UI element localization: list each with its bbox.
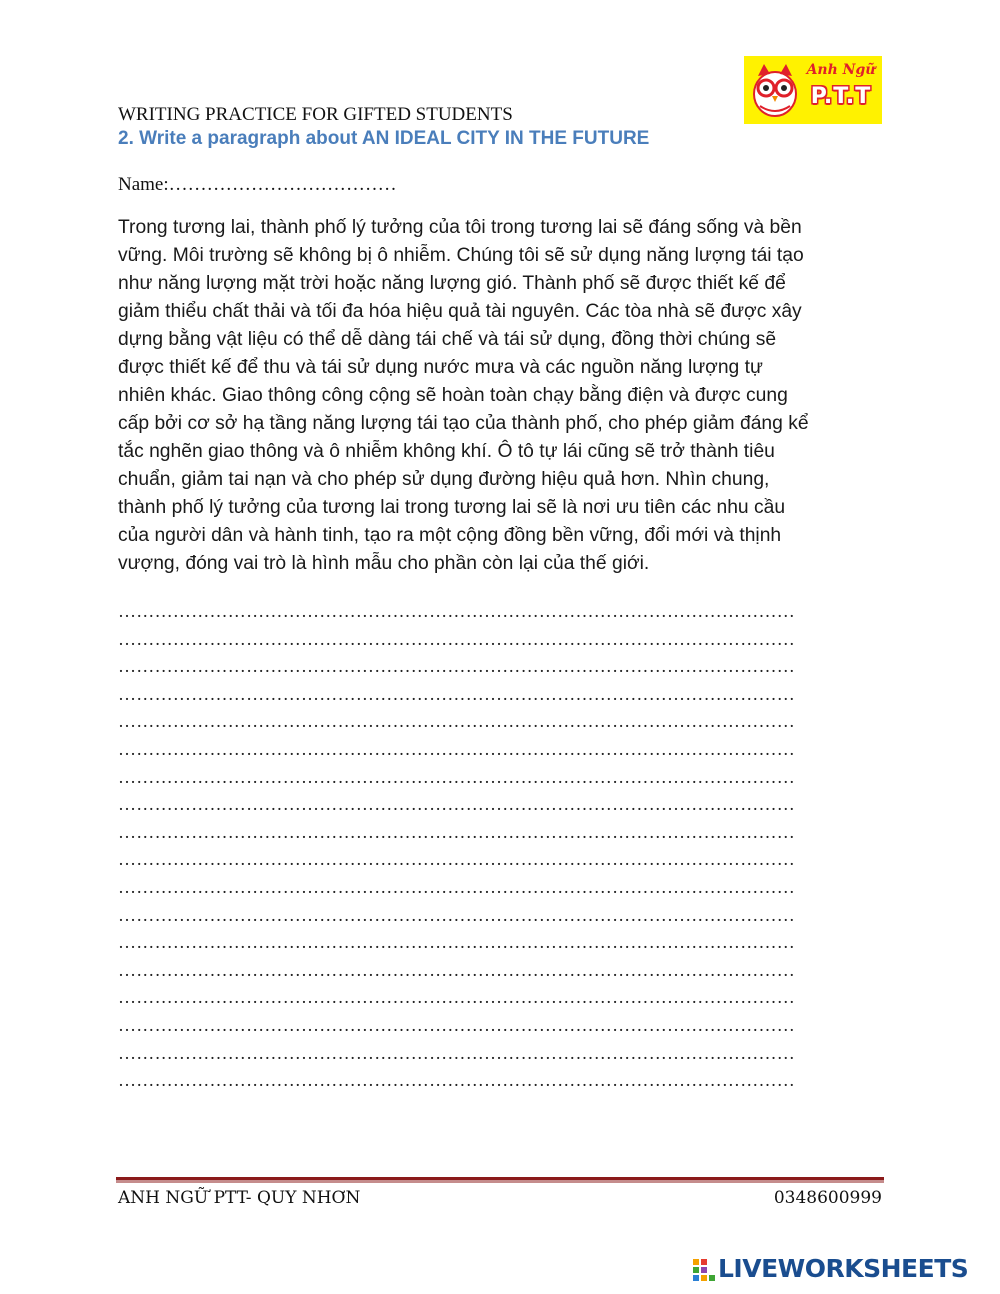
paragraph-line: dựng bằng vật liệu có thể dễ dàng tái chế và tái sử dụng, đồng thời chúng sẽ: [118, 329, 777, 350]
paragraph-line: chuẩn, giảm tai nạn và cho phép sử dụng đường hiệu quả hơn. Nhìn chung,: [118, 469, 770, 490]
liveworksheets-wordmark: LIVEWORKSHEETS: [718, 1254, 969, 1283]
footer-divider: [116, 1177, 884, 1183]
liveworksheets-watermark[interactable]: [692, 1256, 992, 1286]
paragraph-line: Trong tương lai, thành phố lý tưởng của tôi trong tương lai sẽ đáng sống và bền: [118, 217, 802, 238]
paragraph-line: vững. Môi trường sẽ không bị ô nhiễm. Chúng tôi sẽ sử dụng năng lượng tái tạo: [118, 245, 804, 266]
answer-line[interactable]: …………………………………………………………………………………………………: [118, 656, 796, 677]
model-paragraph: [118, 214, 892, 578]
liveworksheets-logo-icon: [692, 1258, 716, 1282]
worksheet-title: WRITING PRACTICE FOR GIFTED STUDENTS: [118, 104, 513, 125]
paragraph-line: giảm thiểu chất thải và tối đa hóa hiệu quả tài nguyên. Các tòa nhà sẽ được xây: [118, 301, 802, 322]
answer-line[interactable]: …………………………………………………………………………………………………: [118, 766, 796, 787]
answer-line[interactable]: …………………………………………………………………………………………………: [118, 1070, 796, 1091]
answer-area[interactable]: [118, 598, 884, 1095]
answer-line[interactable]: …………………………………………………………………………………………………: [118, 876, 796, 897]
answer-line[interactable]: …………………………………………………………………………………………………: [118, 904, 796, 925]
answer-line[interactable]: …………………………………………………………………………………………………: [118, 738, 796, 759]
paragraph-line: vượng, đóng vai trò là hình mẫu cho phần còn lại của thế giới.: [118, 553, 650, 574]
answer-line[interactable]: …………………………………………………………………………………………………: [118, 849, 796, 870]
paragraph-line: như năng lượng mặt trời hoặc năng lượng gió. Thành phố sẽ được thiết kế để: [118, 273, 786, 294]
paragraph-line: nhiên khác. Giao thông công cộng sẽ hoàn toàn chạy bằng điện và được cung: [118, 385, 788, 406]
name-field[interactable]: Name:………………………………: [118, 174, 397, 195]
answer-line[interactable]: …………………………………………………………………………………………………: [118, 959, 796, 980]
footer-school-name: ANH NGỮ PTT- QUY NHƠN: [118, 1188, 361, 1208]
answer-line[interactable]: …………………………………………………………………………………………………: [118, 1014, 796, 1035]
answer-line[interactable]: …………………………………………………………………………………………………: [118, 821, 796, 842]
answer-line[interactable]: …………………………………………………………………………………………………: [118, 987, 796, 1008]
logo-brand-top: Anh Ngữ: [806, 62, 876, 78]
task-instruction: 2. Write a paragraph about AN IDEAL CITY IN THE FUTURE: [118, 128, 650, 149]
answer-line[interactable]: …………………………………………………………………………………………………: [118, 628, 796, 649]
owl-icon: [750, 62, 800, 118]
paragraph-line: thành phố lý tưởng của tương lai trong tương lai sẽ là nơi ưu tiên các nhu cầu: [118, 497, 786, 518]
footer-phone: 0348600999: [773, 1188, 882, 1208]
answer-line[interactable]: …………………………………………………………………………………………………: [118, 1042, 796, 1063]
answer-line[interactable]: …………………………………………………………………………………………………: [118, 794, 796, 815]
answer-line[interactable]: …………………………………………………………………………………………………: [118, 711, 796, 732]
paragraph-line: của người dân và hành tinh, tạo ra một cộng đồng bền vững, đổi mới và thịnh: [118, 525, 782, 546]
paragraph-line: cấp bởi cơ sở hạ tầng năng lượng tái tạo của thành phố, cho phép giảm đáng kể: [118, 413, 809, 434]
paragraph-line: tắc nghẽn giao thông và ô nhiễm không khí. Ô tô tự lái cũng sẽ trở thành tiêu: [118, 441, 775, 462]
logo-brand-main: P.T.T: [810, 84, 872, 109]
answer-line[interactable]: …………………………………………………………………………………………………: [118, 601, 796, 621]
paragraph-line: được thiết kế để thu và tái sử dụng nước mưa và các nguồn năng lượng tự: [118, 357, 763, 378]
brand-logo: [744, 56, 882, 124]
answer-line[interactable]: …………………………………………………………………………………………………: [118, 683, 796, 704]
answer-line[interactable]: …………………………………………………………………………………………………: [118, 932, 796, 953]
